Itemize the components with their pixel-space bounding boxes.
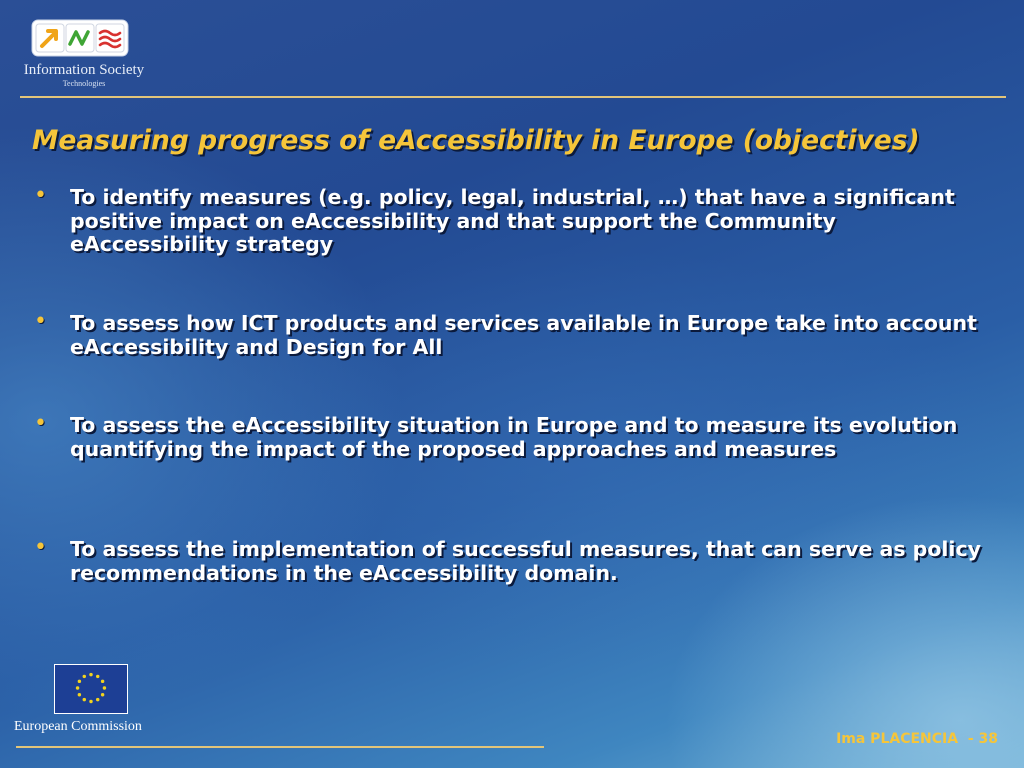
bullet-dot-icon: •: [34, 535, 47, 560]
ist-badge-icon: [30, 18, 130, 58]
header-divider: [20, 96, 1006, 98]
european-commission-logo: [14, 662, 170, 738]
ec-logo-name: European Commission: [14, 719, 142, 734]
bullet-dot-icon: •: [34, 411, 47, 436]
bullet-text: To assess the implementation of successful measures, that can serve as policy recommendations in the eAccessibility domain.: [70, 537, 981, 585]
ist-logo-subtitle: Technologies: [62, 79, 106, 88]
information-society-logo: [14, 14, 154, 92]
bullet-dot-icon: •: [34, 183, 47, 208]
slide-title: Measuring progress of eAccessibility in Europe (objectives): [32, 125, 920, 156]
bullet-dot-icon: •: [34, 309, 47, 334]
eu-flag-icon: [54, 664, 128, 714]
presenter-name: Ima PLACENCIA: [836, 731, 959, 747]
page-number: - 38: [967, 731, 998, 747]
slide-footer: [836, 731, 998, 747]
bullet-text: To assess the eAccessibility situation in Europe and to measure its evolution quantifying the impact of the proposed approaches and measures: [70, 413, 958, 461]
footer-divider: [16, 746, 544, 748]
ist-logo-name: Information Society: [23, 62, 145, 78]
bullet-text: To assess how ICT products and services available in Europe take into account eAccessibility and Design for All: [70, 311, 977, 359]
bullet-text: To identify measures (e.g. policy, legal, industrial, …) that have a significant positive impact on eAccessibility and that support the Community eAccessibility strategy: [70, 185, 955, 256]
